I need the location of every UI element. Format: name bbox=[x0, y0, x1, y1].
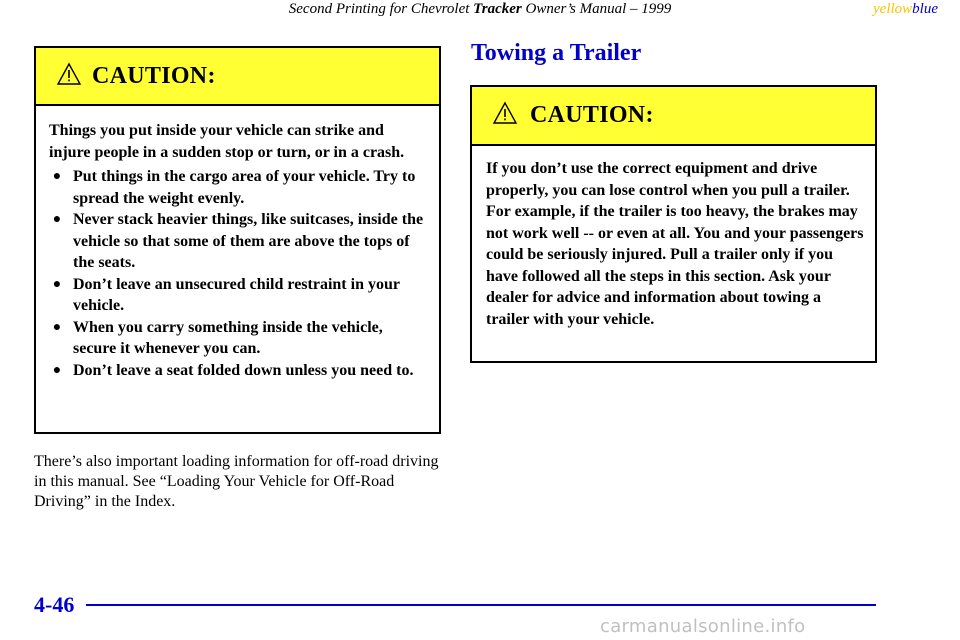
towing-caution-box bbox=[470, 85, 877, 363]
caution-header bbox=[472, 87, 875, 146]
footer-rule bbox=[86, 604, 876, 606]
bullet-item: ● Never stack heavier things, like suitcases, inside the vehicle so that some of them are above the tops of the seats. bbox=[49, 209, 425, 274]
site-watermark: carmanualsonline.info bbox=[600, 616, 806, 637]
bullet-item: ● Don’t leave a seat folded down unless you need to. bbox=[49, 360, 425, 382]
caution-body bbox=[472, 146, 875, 330]
page-header bbox=[0, 0, 960, 22]
warning-triangle-icon bbox=[492, 101, 518, 125]
caution-label: CAUTION: bbox=[530, 102, 654, 128]
bullet-dot-icon: ● bbox=[52, 276, 62, 292]
header-title: Second Printing for Chevrolet Tracker Owner’s Manual – 1999 bbox=[288, 1, 672, 17]
bullet-item: ● Put things in the cargo area of your vehicle. Try to spread the weight evenly. bbox=[49, 166, 425, 209]
color-tag-blue: blue bbox=[912, 1, 938, 17]
bullet-dot-icon: ● bbox=[52, 169, 62, 184]
bullet-dot-icon: ● bbox=[52, 319, 62, 335]
loading-info-paragraph: There’s also important loading information for off-road driving in this manual. See “Loading Your Vehicle for Off-Road Driving” in the Index. bbox=[34, 453, 439, 510]
caution-label: CAUTION: bbox=[92, 62, 216, 89]
section-title: Towing a Trailer bbox=[471, 40, 642, 66]
page-number: 4-46 bbox=[34, 592, 75, 617]
cargo-caution-box bbox=[34, 46, 441, 434]
caution-header bbox=[36, 48, 439, 106]
bullet-dot-icon: ● bbox=[52, 212, 62, 227]
bullet-dot-icon: ● bbox=[52, 362, 62, 378]
color-proof-tag bbox=[873, 1, 938, 17]
warning-triangle-icon bbox=[56, 62, 82, 86]
header-model: Tracker bbox=[473, 1, 522, 17]
color-tag-yellow: yellow bbox=[873, 1, 913, 17]
caution-lead-text: Things you put inside your vehicle can strike and injure people in a sudden stop or turn, or in a crash. bbox=[49, 122, 405, 161]
caution-bullet-list bbox=[49, 166, 425, 381]
caution-body bbox=[36, 106, 439, 381]
bullet-item: ● When you carry something inside the vehicle, secure it whenever you can. bbox=[49, 317, 425, 360]
caution-text: If you don’t use the correct equipment and drive properly, you can lose control when you pull a trailer. For example, if the trailer is too heavy, the brakes may not work well -- or even at all. You and your passengers could be seriously injured. Pull a trailer only if you have followed all the steps in this section. Ask your dealer for advice and information about towing a trailer with your vehicle. bbox=[486, 160, 864, 328]
bullet-item: ● Don’t leave an unsecured child restraint in your vehicle. bbox=[49, 274, 425, 317]
